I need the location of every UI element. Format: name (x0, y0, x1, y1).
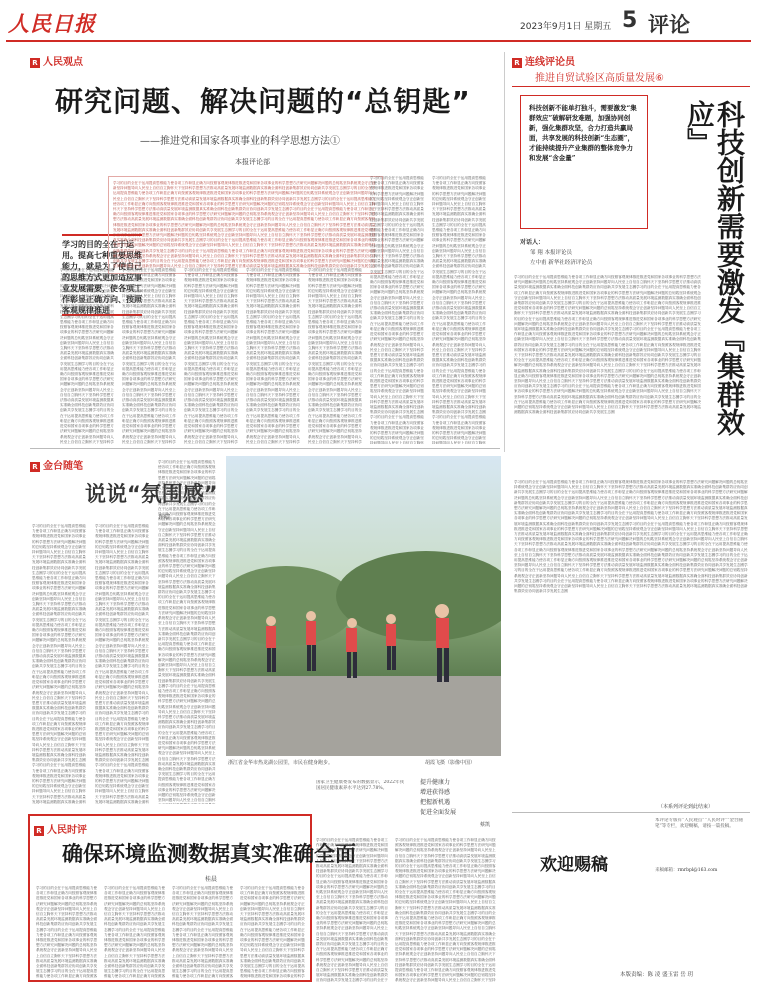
poem-verse: 提升健康力 (420, 779, 451, 786)
running-photo (226, 456, 501, 756)
article1-subtitle: ——推进党和国家各项事业的科学思想方法① (140, 136, 340, 147)
column-name: 人民时评 (47, 825, 87, 836)
column-mark-icon: R (30, 462, 40, 472)
series-title: 推进自贸试验区高质量发展⑥ (535, 73, 664, 84)
editor-note-text (113, 181, 378, 269)
dialogue-person: 左中甫 新华社经济评论员 (530, 260, 593, 266)
article2-title: 说说“氛围感” (85, 482, 218, 506)
article3-body-col4 (240, 886, 306, 978)
article1-editor-note (108, 176, 383, 274)
issue-date: 2023年9月1日 星期五 (520, 22, 612, 32)
article1-byline: 本报评论部 (235, 158, 270, 166)
article3-body-col6 (395, 838, 499, 982)
article1-body-col6 (370, 176, 426, 444)
photo-credit: 胡霞飞摄（影像中国） (425, 760, 476, 766)
poem-author: 蔡凯 (479, 822, 490, 828)
vertical-title: 科技创新需要激发『集群效应』 (683, 100, 746, 436)
runners-illustration (226, 456, 501, 756)
series-quote: 科技创新不能单打独斗，需要激发“集群效应”破解研发难题，加强协同创新，强化集群攻坚，合力打造共赢局面，共享发展的科技创新“生态圈”，才能持续提升产业集群的整体竞争力和发展“含金量” (529, 104, 637, 162)
poem-intro: 国家卫生健康委发布的数据显示，2022年我国居民健康素养水平达到27.78%。 (316, 780, 404, 791)
welcome-title: 欢迎赐稿 (540, 855, 608, 875)
poem-block (420, 778, 490, 828)
welcome-divider (512, 812, 750, 813)
poem-verse: 促进全面发展 (420, 809, 457, 816)
column-name: 金台随笔 (43, 461, 83, 472)
article2-column-tag (30, 457, 83, 472)
poem-verse: 增进获得感 (420, 789, 451, 796)
article2-body-col1 (32, 524, 88, 804)
dialogue-person: 邹 翔 本报评论员 (530, 250, 572, 256)
article3-column-tag (34, 821, 87, 836)
page-number: 5 (622, 8, 638, 33)
series-column-tag (512, 53, 575, 68)
article2-body-col2 (95, 524, 151, 804)
photo-caption: 浙江省金华市热龙湖公园里，市民在健身跑步。 (228, 760, 334, 766)
col-divider (504, 52, 505, 452)
series-end-note: （本系列评论到此结束） (658, 804, 714, 810)
newspaper-logo: 人民日报 (8, 11, 96, 36)
article1-body-col5 (308, 268, 364, 444)
welcome-notice: 本评论专版有“人民观点”“人民时评”“金台随笔”等专栏，欢迎赐稿，请按一篇投稿。 (655, 818, 744, 829)
series-body-col1 (514, 275, 701, 475)
article3-body-col5 (316, 838, 388, 982)
masthead-rule (6, 40, 751, 42)
article3-title: 确保环境监测数据真实准确全面 (62, 842, 356, 866)
column-mark-icon: R (34, 826, 44, 836)
email-label: 来稿邮箱： (655, 868, 678, 873)
section-divider (30, 448, 500, 449)
section-name: 评论 (648, 13, 690, 37)
poem-verse: 把握新机遇 (420, 799, 451, 806)
article2-author: 许晴 (158, 514, 171, 521)
column-mark-icon: R (512, 58, 522, 68)
welcome-email-line (655, 867, 750, 873)
article1-title: 研究问题、解决问题的“总钥匙” (55, 85, 471, 118)
article1-body-col3 (184, 268, 240, 444)
article2-body-col3 (158, 460, 216, 804)
series-quote-box (520, 95, 648, 229)
email-link[interactable]: rmrbpl@163.com (677, 868, 718, 873)
masthead (0, 0, 757, 40)
article3-body-col3 (172, 886, 234, 978)
article1-column-tag (30, 53, 83, 68)
dialogue-info (520, 238, 700, 268)
series-body-col2 (514, 480, 750, 800)
article3-author: 桂晨 (205, 876, 218, 883)
column-name: 连线评论员 (525, 57, 575, 68)
article1-body-col2 (122, 268, 178, 444)
column-name: 人民观点 (43, 57, 83, 68)
editors-line: 本版责编：陈 凌 盛玉雷 岳 玥 (620, 972, 693, 978)
article1-body-col1 (60, 268, 116, 444)
article3-body-col2 (104, 886, 166, 978)
column-mark-icon: R (30, 58, 40, 68)
dialogue-label: 对话人： (520, 239, 545, 246)
article1-body-col7 (432, 176, 488, 444)
article1-lead: 学习的目的全在于运用。提高七种重要思维能力，就是为了使自己的思维方式更加适应事业发展需要，使各项工作彰显正确方向、按照客观规律推进 (62, 239, 142, 314)
article3-body-col1 (36, 886, 98, 978)
article1-body-col4 (246, 268, 302, 444)
series-rule (512, 86, 750, 87)
